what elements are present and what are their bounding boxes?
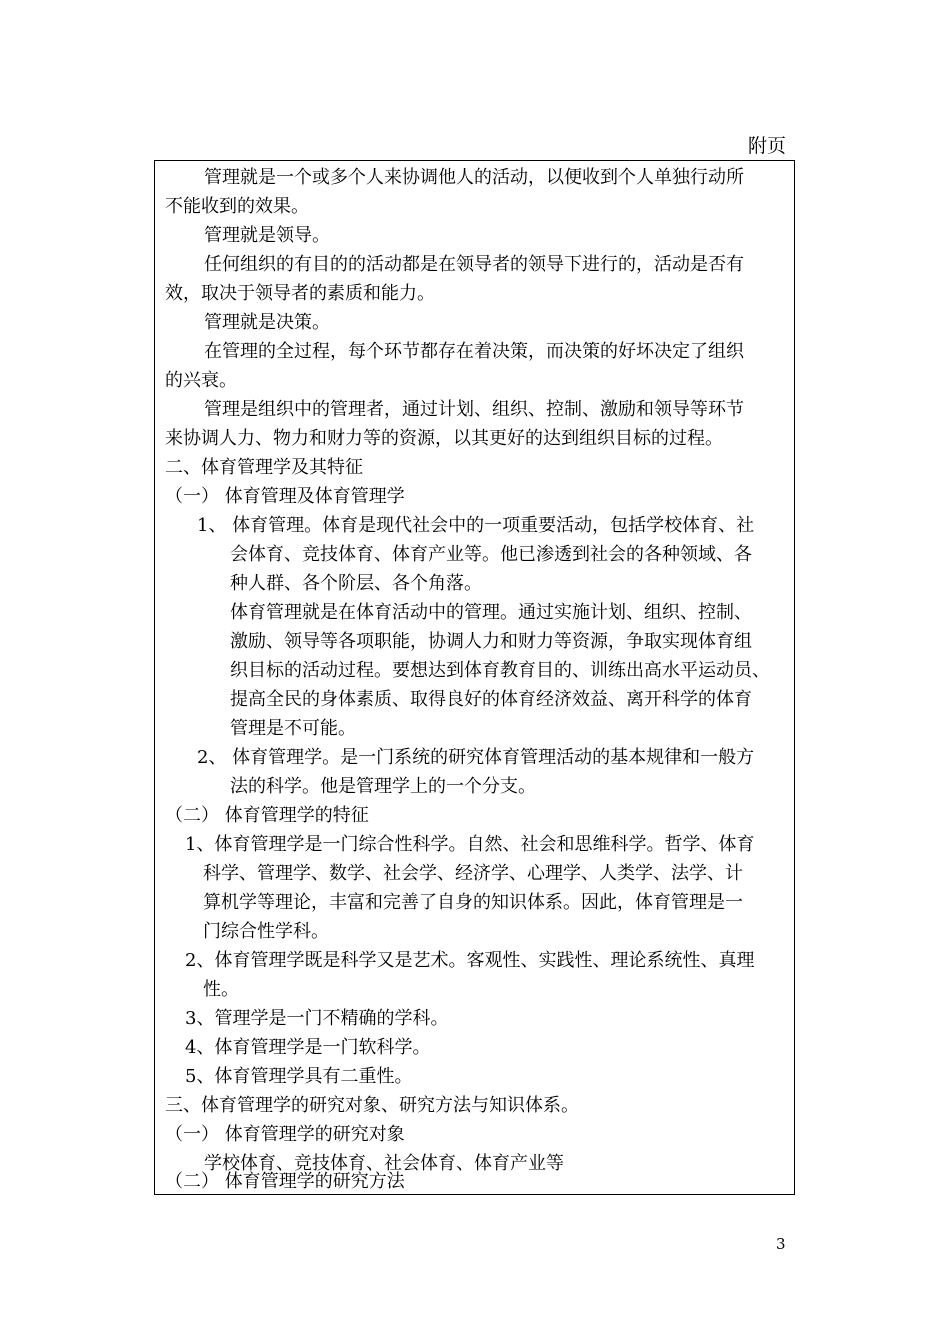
subsection-heading: （二） 体育管理学的研究方法 <box>165 1171 405 1192</box>
text-line: 性。 <box>203 979 239 1000</box>
text-line: 管理就是一个或多个人来协调他人的活动，以便收到个人单独行动所 <box>204 167 744 188</box>
text-line: 科学、管理学、数学、社会学、经济学、心理学、人类学、法学、计 <box>203 863 743 884</box>
text-line: 管理就是决策。 <box>204 312 330 333</box>
list-item: 2、 体育管理学。是一门系统的研究体育管理活动的基本规律和一般方 <box>197 747 755 768</box>
text-line: 不能收到的效果。 <box>165 196 309 217</box>
section-heading: 三、体育管理学的研究对象、研究方法与知识体系。 <box>165 1095 579 1116</box>
text-line: 任何组织的有目的的活动都是在领导者的领导下进行的，活动是否有 <box>204 254 744 275</box>
text-line: 在管理的全过程，每个环节都存在着决策，而决策的好坏决定了组织 <box>204 341 744 362</box>
text-line: 织目标的活动过程。要想达到体育教育目的、训练出高水平运动员、 <box>230 660 770 681</box>
list-item: 3、管理学是一门不精确的学科。 <box>185 1008 449 1029</box>
text-line: 的兴衰。 <box>165 370 237 391</box>
list-item: 1、 体育管理。体育是现代社会中的一项重要活动，包括学校体育、社 <box>197 515 755 536</box>
subsection-heading: （一） 体育管理及体育管理学 <box>165 486 405 507</box>
text-line: 管理就是领导。 <box>204 225 330 246</box>
section-heading: 二、体育管理学及其特征 <box>165 457 363 478</box>
text-line: 算机学等理论，丰富和完善了自身的知识体系。因此，体育管理是一 <box>203 892 743 913</box>
text-line: 体育管理就是在体育活动中的管理。通过实施计划、组织、控制、 <box>230 602 752 623</box>
text-line: 效，取决于领导者的素质和能力。 <box>165 283 435 304</box>
text-line: 管理是组织中的管理者，通过计划、组织、控制、激励和领导等环节 <box>204 399 744 420</box>
list-item: 1、体育管理学是一门综合性科学。自然、社会和思维科学。哲学、体育 <box>185 834 755 855</box>
text-line: 法的科学。他是管理学上的一个分支。 <box>230 776 536 797</box>
text-line: 会体育、竞技体育、体育产业等。他已渗透到社会的各种领域、各 <box>230 544 752 565</box>
text-line: 种人群、各个阶层、各个角落。 <box>230 573 482 594</box>
text-line: 管理是不可能。 <box>230 718 356 739</box>
text-line: 激励、领导等各项职能，协调人力和财力等资源，争取实现体育组 <box>230 631 752 652</box>
text-line: 来协调人力、物力和财力等的资源，以其更好的达到组织目标的过程。 <box>165 428 723 449</box>
subsection-heading: （二） 体育管理学的特征 <box>165 805 369 826</box>
page-number: 3 <box>776 1235 786 1253</box>
content-box <box>154 160 795 1195</box>
list-item: 5、体育管理学具有二重性。 <box>185 1066 413 1087</box>
text-line: 学校体育、竞技体育、社会体育、体育产业等 <box>204 1153 564 1174</box>
text-line: 提高全民的身体素质、取得良好的体育经济效益、离开科学的体育 <box>230 689 752 710</box>
appendix-page-label: 附页 <box>748 135 787 157</box>
list-item: 4、体育管理学是一门软科学。 <box>185 1037 431 1058</box>
text-line: 门综合性学科。 <box>203 921 329 942</box>
list-item: 2、体育管理学既是科学又是艺术。客观性、实践性、理论系统性、真理 <box>185 950 755 971</box>
subsection-heading: （一） 体育管理学的研究对象 <box>165 1124 405 1145</box>
